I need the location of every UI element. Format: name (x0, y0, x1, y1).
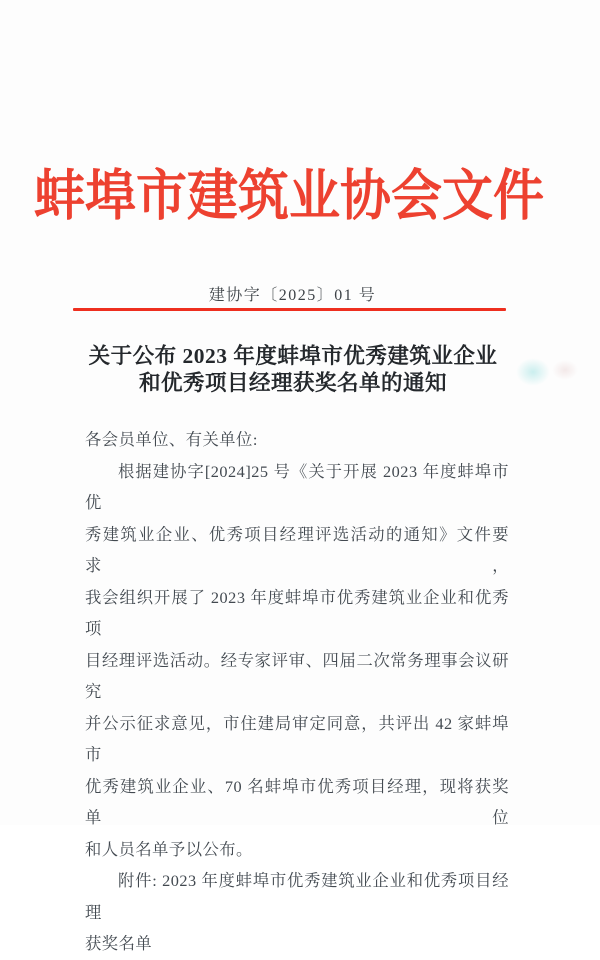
attachment-line: 附件: 2023 年度蚌埠市优秀建筑业企业和优秀项目经理 (85, 871, 509, 922)
notice-title-line-1: 关于公布 2023 年度蚌埠市优秀建筑业企业 (88, 344, 498, 368)
letterhead-org-title: 蚌埠市建筑业协会文件 (33, 166, 544, 228)
body-line: 优秀建筑业企业、70 名蚌埠市优秀项目经理，现将获奖单位 (85, 776, 509, 827)
notice-title-line-2: 和优秀项目经理获奖名单的通知 (138, 371, 447, 395)
document-number: 建协字〔2025〕01 号 (208, 287, 377, 304)
notice-body (85, 424, 509, 960)
body-line: 目经理评选活动。经专家评审、四届二次常务理事会议研究 (85, 650, 509, 701)
body-line: 我会组织开展了 2023 年度蚌埠市优秀建筑业企业和优秀项 (85, 587, 509, 638)
body-line: 并公示征求意见，市住建局审定同意，共评出 42 家蚌埠市 (85, 713, 509, 764)
body-line: 秀建筑业企业、优秀项目经理评选活动的通知》文件要求， (85, 524, 509, 575)
body-line: 和人员名单予以公布。 (85, 839, 253, 859)
notice-title (0, 343, 586, 397)
attachment-line: 获奖名单 (85, 934, 153, 953)
red-divider-line (73, 308, 506, 311)
body-line: 根据建协字[2024]25 号《关于开展 2023 年度蚌埠市优 (85, 461, 509, 512)
salutation-line: 各会员单位、有关单位: (85, 430, 258, 449)
